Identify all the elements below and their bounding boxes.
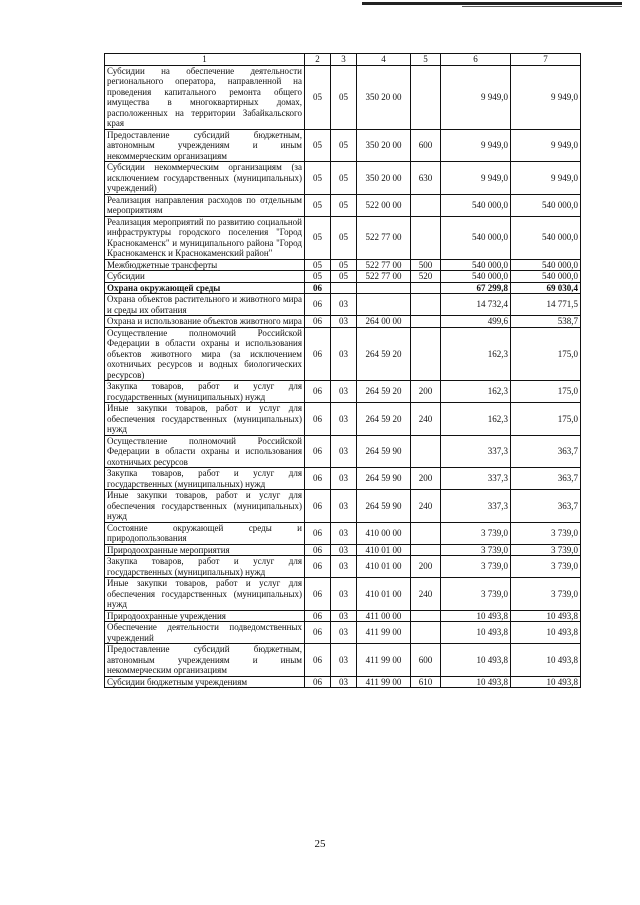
amount-year1-cell: 162,3 (441, 403, 511, 436)
amount-year1-cell: 540 000,0 (441, 259, 511, 271)
expense-type-cell (411, 435, 441, 468)
amount-year2-cell: 3 739,0 (511, 556, 581, 578)
section-cell: 05 (305, 129, 331, 162)
table-row (105, 282, 581, 294)
amount-year2-cell: 363,7 (511, 490, 581, 523)
section-cell: 06 (305, 676, 331, 688)
target-article-cell: 264 59 90 (357, 468, 411, 490)
amount-year2-cell: 540 000,0 (511, 259, 581, 271)
name-cell: Природоохранные мероприятия (105, 544, 305, 556)
section-cell: 05 (305, 65, 331, 129)
table-row (105, 271, 581, 283)
expense-type-cell (411, 282, 441, 294)
section-cell: 06 (305, 435, 331, 468)
table-row (105, 490, 581, 523)
section-cell: 06 (305, 468, 331, 490)
target-article-cell: 264 59 90 (357, 435, 411, 468)
expense-type-cell: 520 (411, 271, 441, 283)
amount-year2-cell: 3 739,0 (511, 578, 581, 611)
header-cell: 4 (357, 54, 411, 66)
name-cell: Иные закупки товаров, работ и услуг для обеспечения государственных (муниципальных) нужд (105, 578, 305, 611)
section-cell: 06 (305, 403, 331, 436)
header-cell: 3 (331, 54, 357, 66)
target-article-cell: 264 00 00 (357, 316, 411, 328)
amount-year1-cell: 540 000,0 (441, 194, 511, 216)
target-article-cell: 411 99 00 (357, 676, 411, 688)
subsection-cell: 03 (331, 676, 357, 688)
table-row (105, 327, 581, 381)
section-cell: 05 (305, 216, 331, 259)
amount-year2-cell: 3 739,0 (511, 522, 581, 544)
amount-year1-cell: 10 493,8 (441, 622, 511, 644)
name-cell: Субсидии бюджетным учреждениям (105, 676, 305, 688)
amount-year1-cell: 9 949,0 (441, 129, 511, 162)
amount-year1-cell: 10 493,8 (441, 610, 511, 622)
section-cell: 06 (305, 316, 331, 328)
expense-type-cell: 240 (411, 490, 441, 523)
header-cell: 1 (105, 54, 305, 66)
amount-year1-cell: 9 949,0 (441, 162, 511, 195)
target-article-cell: 350 20 00 (357, 129, 411, 162)
expense-type-cell: 610 (411, 676, 441, 688)
subsection-cell: 03 (331, 556, 357, 578)
subsection-cell: 03 (331, 610, 357, 622)
name-cell: Осуществление полномочий Российской Федерации в области охраны и использования охотничьих ресурсов (105, 435, 305, 468)
subsection-cell: 03 (331, 294, 357, 316)
name-cell: Закупка товаров, работ и услуг для государственных (муниципальных) нужд (105, 381, 305, 403)
target-article-cell: 264 59 20 (357, 381, 411, 403)
amount-year1-cell: 3 739,0 (441, 522, 511, 544)
subsection-cell: 03 (331, 327, 357, 381)
target-article-cell: 522 00 00 (357, 194, 411, 216)
table-row (105, 622, 581, 644)
section-cell: 05 (305, 259, 331, 271)
table-row (105, 556, 581, 578)
target-article-cell: 350 20 00 (357, 162, 411, 195)
table-row (105, 162, 581, 195)
budget-table (104, 53, 581, 688)
name-cell: Иные закупки товаров, работ и услуг для обеспечения государственных (муниципальных) нужд (105, 403, 305, 436)
section-cell: 06 (305, 327, 331, 381)
name-cell: Предоставление субсидий бюджетным, автономным учреждениям и иным некоммерческим организациям (105, 129, 305, 162)
target-article-cell: 264 59 20 (357, 327, 411, 381)
amount-year2-cell: 14 771,5 (511, 294, 581, 316)
subsection-cell: 03 (331, 468, 357, 490)
name-cell: Межбюджетные трансферты (105, 259, 305, 271)
header-cell: 7 (511, 54, 581, 66)
subsection-cell: 05 (331, 216, 357, 259)
table-row (105, 544, 581, 556)
amount-year1-cell: 3 739,0 (441, 556, 511, 578)
section-cell: 05 (305, 162, 331, 195)
section-cell: 06 (305, 282, 331, 294)
section-cell: 06 (305, 578, 331, 611)
expense-type-cell (411, 522, 441, 544)
table-row (105, 259, 581, 271)
target-article-cell (357, 294, 411, 316)
amount-year2-cell: 175,0 (511, 403, 581, 436)
amount-year1-cell: 10 493,8 (441, 644, 511, 677)
amount-year2-cell: 540 000,0 (511, 194, 581, 216)
expense-type-cell: 630 (411, 162, 441, 195)
expense-type-cell (411, 65, 441, 129)
target-article-cell: 522 77 00 (357, 259, 411, 271)
amount-year1-cell: 162,3 (441, 327, 511, 381)
name-cell: Иные закупки товаров, работ и услуг для обеспечения государственных (муниципальных) нужд (105, 490, 305, 523)
page-number: 25 (314, 838, 326, 850)
amount-year1-cell: 67 299,8 (441, 282, 511, 294)
table-row (105, 381, 581, 403)
amount-year1-cell: 162,3 (441, 381, 511, 403)
name-cell: Обеспечение деятельности подведомственных учреждений (105, 622, 305, 644)
subsection-cell: 05 (331, 162, 357, 195)
target-article-cell: 264 59 20 (357, 403, 411, 436)
subsection-cell: 03 (331, 435, 357, 468)
expense-type-cell: 240 (411, 403, 441, 436)
name-cell: Природоохранные учреждения (105, 610, 305, 622)
header-cell: 2 (305, 54, 331, 66)
section-cell: 06 (305, 544, 331, 556)
name-cell: Предоставление субсидий бюджетным, автономным учреждениям и иным некоммерческим организациям (105, 644, 305, 677)
expense-type-cell: 500 (411, 259, 441, 271)
table-row (105, 294, 581, 316)
section-cell: 06 (305, 522, 331, 544)
amount-year2-cell: 10 493,8 (511, 644, 581, 677)
name-cell: Осуществление полномочий Российской Федерации в области охраны и использования объектов животного мира (за исключением охотничьих ресурсов и водных биологических ресурсов) (105, 327, 305, 381)
scan-edge-mark-thin (462, 6, 622, 7)
amount-year1-cell: 540 000,0 (441, 216, 511, 259)
subsection-cell: 05 (331, 271, 357, 283)
expense-type-cell: 600 (411, 129, 441, 162)
amount-year2-cell: 9 949,0 (511, 162, 581, 195)
table-row (105, 435, 581, 468)
table-row (105, 644, 581, 677)
target-article-cell (357, 282, 411, 294)
section-cell: 06 (305, 610, 331, 622)
amount-year1-cell: 10 493,8 (441, 676, 511, 688)
section-cell: 06 (305, 490, 331, 523)
table-row (105, 676, 581, 688)
subsection-cell: 05 (331, 65, 357, 129)
amount-year2-cell: 175,0 (511, 327, 581, 381)
target-article-cell: 410 00 00 (357, 522, 411, 544)
expense-type-cell (411, 294, 441, 316)
subsection-cell: 03 (331, 544, 357, 556)
target-article-cell: 410 01 00 (357, 544, 411, 556)
table-header-row (105, 54, 581, 66)
target-article-cell: 410 01 00 (357, 556, 411, 578)
name-cell: Реализация направления расходов по отдельным мероприятиям (105, 194, 305, 216)
section-cell: 06 (305, 294, 331, 316)
name-cell: Закупка товаров, работ и услуг для государственных (муниципальных) нужд (105, 556, 305, 578)
expense-type-cell (411, 216, 441, 259)
target-article-cell: 411 00 00 (357, 610, 411, 622)
name-cell: Закупка товаров, работ и услуг для государственных (муниципальных) нужд (105, 468, 305, 490)
amount-year1-cell: 9 949,0 (441, 65, 511, 129)
amount-year2-cell: 540 000,0 (511, 271, 581, 283)
subsection-cell: 05 (331, 129, 357, 162)
amount-year2-cell: 10 493,8 (511, 622, 581, 644)
expense-type-cell: 200 (411, 556, 441, 578)
expense-type-cell (411, 610, 441, 622)
subsection-cell: 03 (331, 316, 357, 328)
expense-type-cell (411, 622, 441, 644)
amount-year2-cell: 10 493,8 (511, 610, 581, 622)
expense-type-cell (411, 544, 441, 556)
subsection-cell: 03 (331, 490, 357, 523)
expense-type-cell (411, 327, 441, 381)
amount-year1-cell: 540 000,0 (441, 271, 511, 283)
amount-year2-cell: 363,7 (511, 468, 581, 490)
name-cell: Охрана окружающей среды (105, 282, 305, 294)
amount-year2-cell: 175,0 (511, 381, 581, 403)
amount-year2-cell: 538,7 (511, 316, 581, 328)
amount-year2-cell: 363,7 (511, 435, 581, 468)
table-row (105, 403, 581, 436)
subsection-cell: 03 (331, 578, 357, 611)
header-cell: 6 (441, 54, 511, 66)
amount-year1-cell: 14 732,4 (441, 294, 511, 316)
section-cell: 06 (305, 644, 331, 677)
subsection-cell: 03 (331, 522, 357, 544)
target-article-cell: 410 01 00 (357, 578, 411, 611)
target-article-cell: 350 20 00 (357, 65, 411, 129)
subsection-cell: 05 (331, 194, 357, 216)
target-article-cell: 522 77 00 (357, 271, 411, 283)
target-article-cell: 264 59 90 (357, 490, 411, 523)
subsection-cell (331, 282, 357, 294)
subsection-cell: 03 (331, 644, 357, 677)
expense-type-cell: 200 (411, 381, 441, 403)
amount-year1-cell: 499,6 (441, 316, 511, 328)
table-row (105, 316, 581, 328)
name-cell: Состояние окружающей среды и природопользования (105, 522, 305, 544)
name-cell: Охрана и использование объектов животного мира (105, 316, 305, 328)
expense-type-cell: 600 (411, 644, 441, 677)
table-row (105, 610, 581, 622)
amount-year2-cell: 10 493,8 (511, 676, 581, 688)
table-row (105, 468, 581, 490)
amount-year2-cell: 69 030,4 (511, 282, 581, 294)
scan-edge-mark (362, 2, 622, 5)
subsection-cell: 03 (331, 622, 357, 644)
amount-year1-cell: 337,3 (441, 468, 511, 490)
amount-year2-cell: 9 949,0 (511, 129, 581, 162)
section-cell: 05 (305, 194, 331, 216)
amount-year1-cell: 337,3 (441, 435, 511, 468)
name-cell: Субсидии на обеспечение деятельности регионального оператора, направленной на проведения капитального ремонта общего имущества в многоквартирных домах, расположенных на территории Забайкальского края (105, 65, 305, 129)
expense-type-cell: 240 (411, 578, 441, 611)
target-article-cell: 411 99 00 (357, 622, 411, 644)
section-cell: 06 (305, 622, 331, 644)
amount-year1-cell: 3 739,0 (441, 544, 511, 556)
amount-year1-cell: 3 739,0 (441, 578, 511, 611)
name-cell: Охрана объектов растительного и животного мира и среды их обитания (105, 294, 305, 316)
subsection-cell: 03 (331, 403, 357, 436)
name-cell: Субсидии (105, 271, 305, 283)
table-row (105, 522, 581, 544)
amount-year1-cell: 337,3 (441, 490, 511, 523)
table-row (105, 578, 581, 611)
table-row (105, 129, 581, 162)
table-row (105, 216, 581, 259)
expense-type-cell (411, 194, 441, 216)
section-cell: 06 (305, 381, 331, 403)
target-article-cell: 411 99 00 (357, 644, 411, 677)
amount-year2-cell: 3 739,0 (511, 544, 581, 556)
section-cell: 05 (305, 271, 331, 283)
expense-type-cell (411, 316, 441, 328)
name-cell: Реализация мероприятий по развитию социальной инфраструктуры городского поселения "Город Краснокаменск" и муниципального района "Город Краснокаменск и Краснокаменский район" (105, 216, 305, 259)
name-cell: Субсидии некоммерческим организациям (за исключением государственных (муниципальных) учреждений) (105, 162, 305, 195)
target-article-cell: 522 77 00 (357, 216, 411, 259)
subsection-cell: 03 (331, 381, 357, 403)
header-cell: 5 (411, 54, 441, 66)
table-row (105, 65, 581, 129)
expense-type-cell: 200 (411, 468, 441, 490)
table-row (105, 194, 581, 216)
subsection-cell: 05 (331, 259, 357, 271)
section-cell: 06 (305, 556, 331, 578)
amount-year2-cell: 540 000,0 (511, 216, 581, 259)
amount-year2-cell: 9 949,0 (511, 65, 581, 129)
